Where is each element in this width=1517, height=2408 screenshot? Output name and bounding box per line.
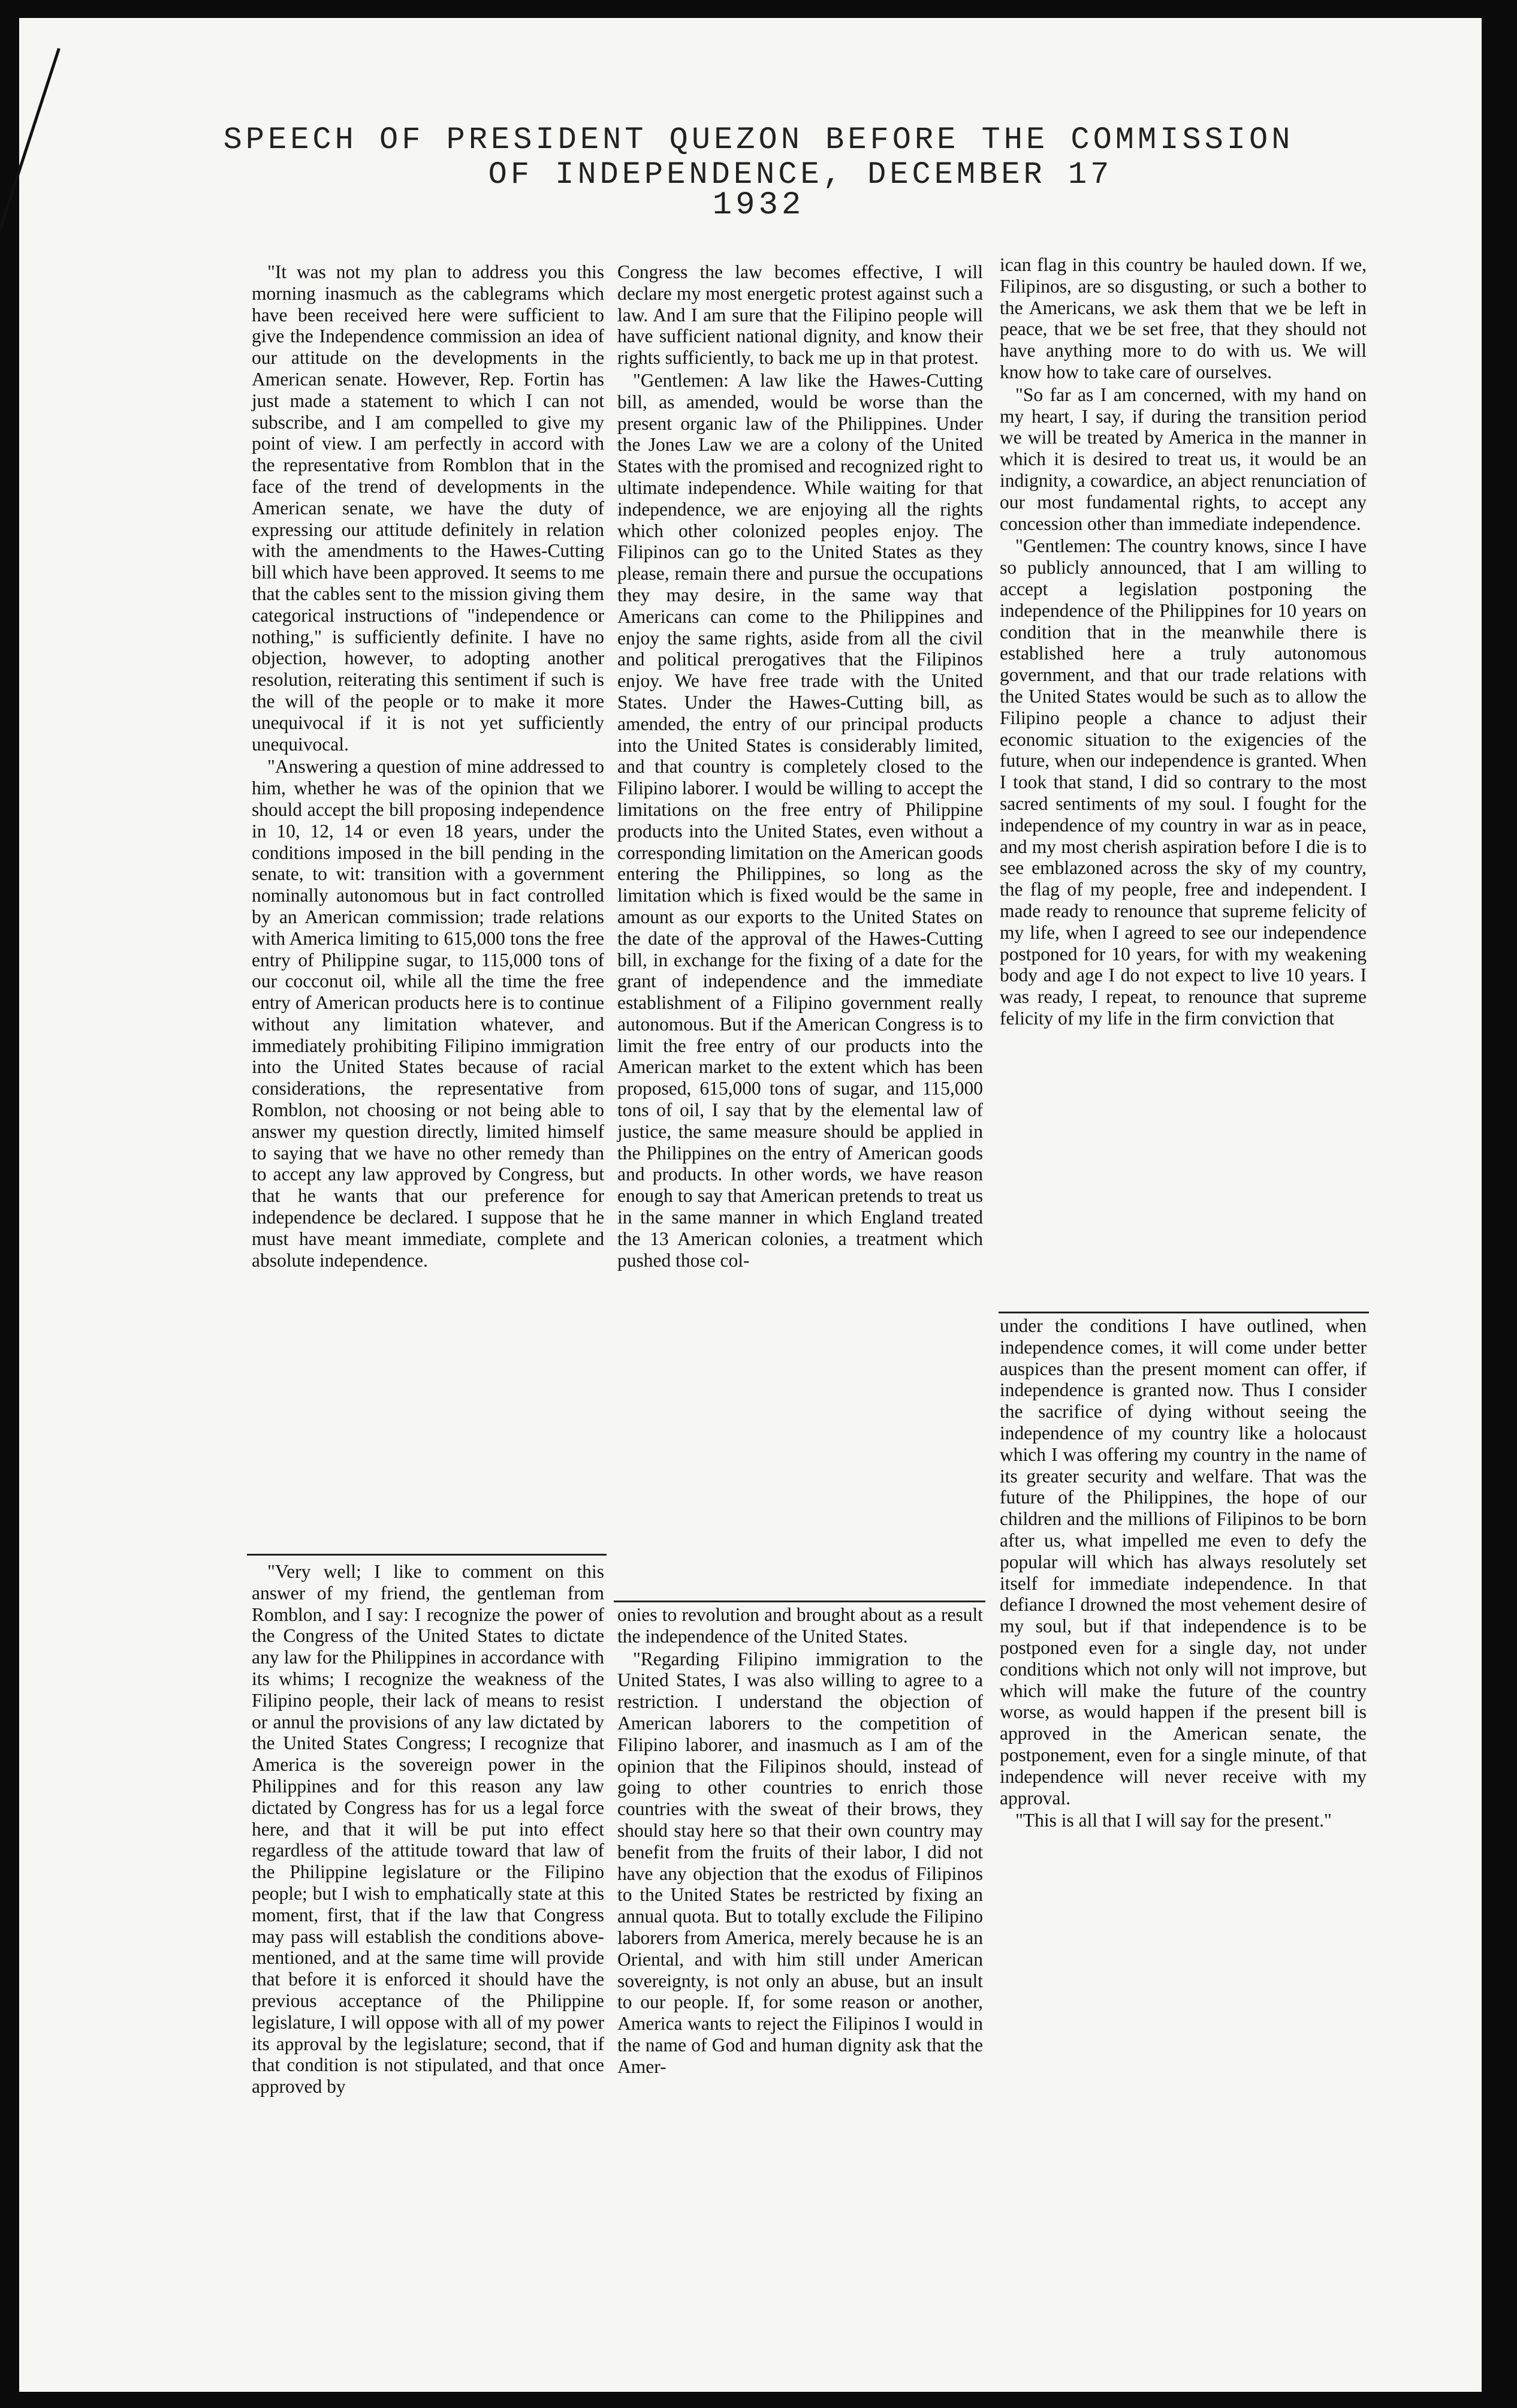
left-bottom-paragraph: "Very well; I like to comment on this answer of my friend, the gentleman from Romblon, and I say: I recognize the power of the Congress of the United States to dictate any law for the Philippines in accordance with its whims; I recognize the weakness of the Filipino people, their lack of means to resist or annul the provisions of any law dictated by the United States Congress; I recognize that America is the sovereign power in the Philippines and for this reason any law dictated by Congress has for us a legal force here, and that it will be put into effect regardless of the attitude toward that law of the Philippine legislature or the Filipino people; but I wish to emphatically state at this moment, first, that if the law that Congress may pass will establish the conditions above-mentioned, and at the same time will provide that before it is enforced it should have the previous acceptance of the Philippine legislature, I will oppose with all of my power its approval by the legislature; second, that if that condition is not stipulated, and that once approved by [252,1561,604,2097]
left-column-top [252,261,604,1544]
middle-bottom-paragraph: onies to revolution and brought about as a result the independence of the United States. [617,1604,983,1647]
right-top-paragraph: "So far as I am concerned, with my hand on my heart, I say, if during the transition period we will be treated by America in the manner in which it is desired to treat us, it would be an indignity, a cowardice, an abject renunciation of our most fundamental rights, to accept any concession other than immediate independence. [1000,384,1367,534]
headline-line-2: OF INDEPENDENCE, DECEMBER 17 [488,157,1113,192]
right-top-paragraph: ican flag in this country be hauled down. If we, Filipinos, are so disgusting, or such a bother to the Americans, we ask them that we be left in peace, that we be set free, that they should not have anything more to do with us. We will know how to take care of ourselves. [1000,254,1367,382]
right-bottom-paragraph: "This is all that I will say for the present." [1015,1810,1332,1831]
middle-column-divider [614,1601,985,1602]
right-column-bottom [1000,1315,1367,2065]
middle-top-paragraph: "Gentlemen: A law like the Hawes-Cutting bill, as amended, would be worse than the present organic law of the Philippines. Under the Jones Law we are a colony of the United States with the promised and recognized right to ultimate independence. While waiting for that independence, we are enjoying all the rights which other colonized peoples enjoy. The Filipinos can go to the United States as they please, remain there and pursue the occupations they may desire, in the same way that Americans can come to the Philippines and enjoy the same rights, aside from all the civil and political prerogatives that the Filipinos enjoy. We have free trade with the United States. Under the Hawes-Cutting bill, as amended, the entry of our principal products into the United States is considerably limited, and that country is completely closed to the Filipino laborer. I would be willing to accept the limitations on the free entry of Philippine products into the United States, even without a corresponding limitation on the American goods entering the Philippines, so long as the limitation which is fixed would be the same in amount as our exports to the United States on the date of the approval of the Hawes-Cutting bill, in exchange for the fixing of a date for the grant of independence and the immediate establishment of a Filipino government really autonomous. But if the American Congress is to limit the free entry of our products into the American market to the extent which has been proposed, 615,000 tons of sugar, and 115,000 tons of oil, I say that by the elemental law of justice, the same measure should be applied in the Philippines on the entry of American goods and products. In other words, we have reason enough to say that American pretends to treat us in the same manner in which England treated the 13 American colonies, a treatment which pushed those col- [617,369,983,1271]
headline-line-1: SPEECH OF PRESIDENT QUEZON BEFORE THE COMMISSION [223,122,1294,158]
middle-column-bottom [617,1604,983,2341]
middle-bottom-paragraph: "Regarding Filipino immigration to the United States, I was also willing to agree to a restriction. I understand the objection of American laborers to the competition of Filipino laborer, and inasmuch as I am of the opinion that the Filipinos should, instead of going to other countries to enrich those countries with the sweat of their brows, they should stay here so that their own country may benefit from the fruits of their labor, I did not have any objection that the exodus of Filipinos to the United States be restricted by fixing an annual quota. But to totally exclude the Filipino laborers from America, merely because he is an Oriental, and with him still under American sovereignty, is not only an abuse, but an insult to our people. If, for some reason or another, America wants to reject the Filipinos I would in the name of God and human dignity ask that the Amer- [617,1648,983,2077]
left-column-bottom [252,1561,604,2346]
middle-top-paragraph: Congress the law becomes effective, I will declare my most energetic protest against such a law. And I am sure that the Filipino people will have sufficient national dignity, and know their rights sufficiently, to back me up in that protest. [617,261,983,369]
left-top-paragraph: "It was not my plan to address you this morning inasmuch as the cablegrams which have been received here were sufficient to give the Independence commission an idea of our attitude on the developments in the American senate. However, Rep. Fortin has just made a statement to which I can not subscribe, and I am compelled to give my point of view. I am perfectly in accord with the representative from Romblon that in the face of the trend of developments in the American senate, we have the duty of expressing our attitude definitely in relation with the amendments to the Hawes-Cutting bill which have been approved. It seems to me that the cables sent to the mission giving them categorical instructions of "independence or nothing," is sufficiently definite. I have no objection, however, to adopting another resolution, reiterating this sentiment if such is the will of the people or to make it more unequivocal if it is not yet sufficiently unequivocal. [252,261,604,755]
middle-column-top [617,261,983,1598]
right-column-divider [999,1312,1369,1313]
left-top-paragraph: "Answering a question of mine addressed to him, whether he was of the opinion that we should accept the bill proposing independence in 10, 12, 14 or even 18 years, under the conditions imposed in the bill pending in the senate, to wit: transition with a government nominally autonomous but in fact controlled by an American commission; trade relations with America limiting to 615,000 tons the free entry of Philippine sugar, to 115,000 tons of our cocconut oil, while all the time the free entry of American products here is to continue without any limitation whatever, and immediately prohibiting Filipino immigration into the United States because of racial considerations, the representative from Romblon, not choosing or not being able to answer my question directly, limited himself to saying that we have no other remedy than to accept any law approved by Congress, but that he wants that our preference for independence be declared. I suppose that he must have meant immediate, complete and absolute independence. [252,756,604,1271]
headline-year: 1932 [712,187,805,224]
left-column-divider [247,1554,607,1556]
right-bottom-paragraph: under the conditions I have outlined, when independence comes, it will come under better auspices than the present moment can offer, if independence is granted now. Thus I consider the sacrifice of dying without seeing the independence of my country like a holocaust which I was offering my country in the name of its greater security and welfare. That was the future of the Philippines, the hope of our children and the millions of Filipinos to be born after us, what impelled me even to defy the popular will which has always resolutely set itself for immediate independence. In that defiance I drowned the most vehement desire of my soul, but if that independence is to be postponed even for a single day, not under conditions which not only will not improve, but which will make the future of the country worse, as would happen if the present bill is approved in the American senate, the postponement, even for a single minute, of that independence will never receive with my approval. [1000,1315,1367,1809]
right-column-top [1000,254,1367,1309]
right-top-paragraph: "Gentlemen: The country knows, since I have so publicly announced, that I am willing to accept a legislation postponing the independence of the Philippines for 10 years on condition that in the meanwhile there is established here a truly autonomous government, and that our trade relations with the United States would be such as to allow the Filipino people a chance to adjust their economic situation to the exigencies of the future, when our independence is granted. When I took that stand, I did so contrary to the most sacred sentiments of my soul. I fought for the independence of my country in war as in peace, and my most cherish aspiration before I die is to see emblazoned across the sky of my country, the flag of my people, free and independent. I made ready to renounce that supreme felicity of my life, when I agreed to see our independence postponed for 10 years, for with my weakening body and age I do not expect to live 10 years. I was ready, I repeat, to renounce that supreme felicity of my life in the firm conviction that [1000,535,1367,1029]
